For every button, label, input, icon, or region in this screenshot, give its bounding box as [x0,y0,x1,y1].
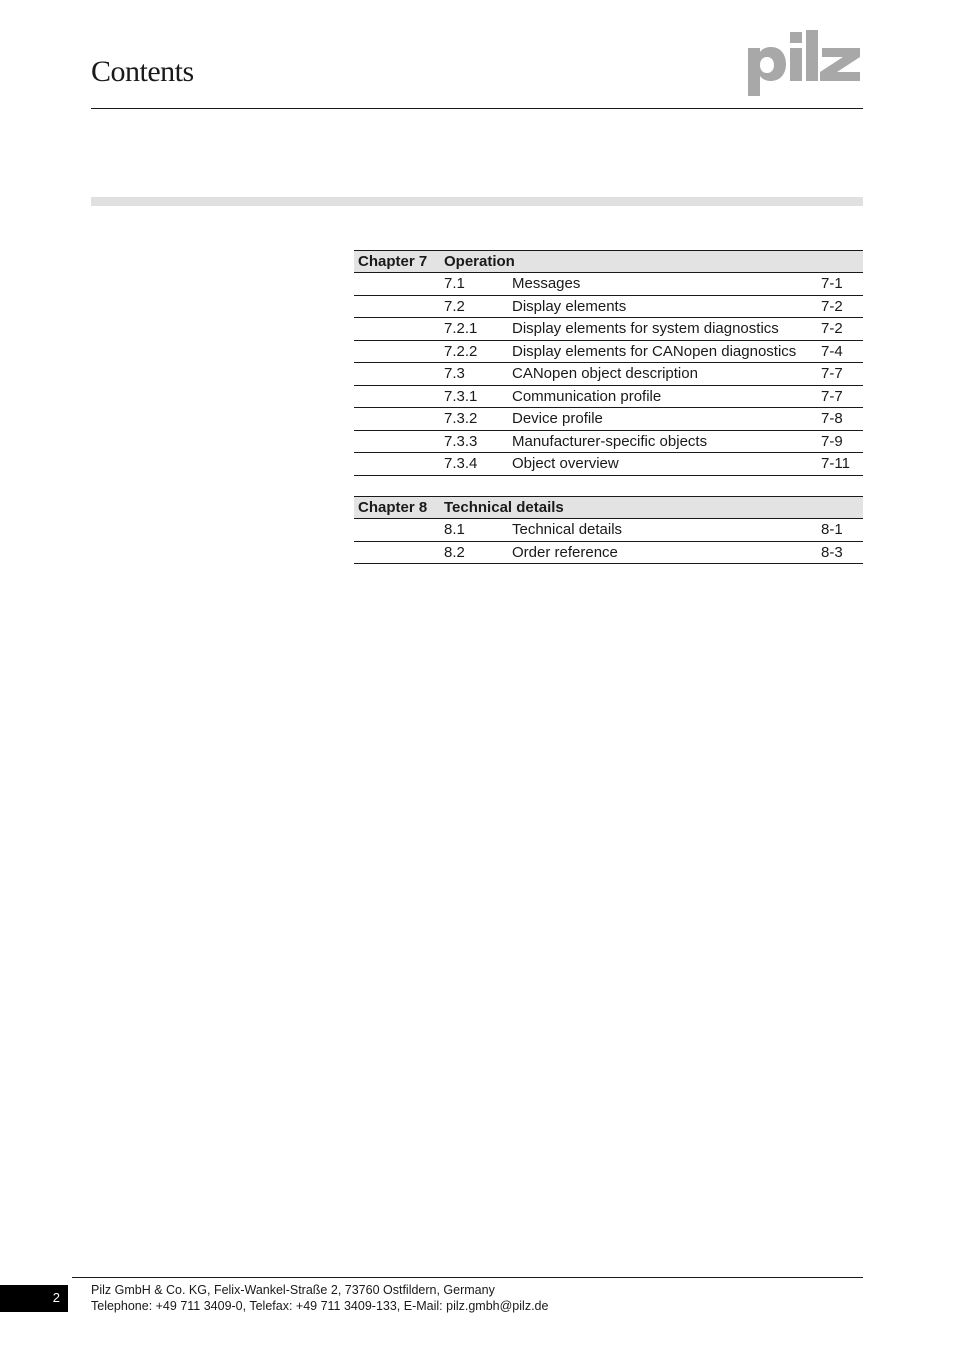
entry-title[interactable]: Messages [512,275,581,292]
entry-number: 7.1 [444,275,465,292]
toc-chapter-8 [354,496,863,564]
entry-page: 7-9 [821,432,843,450]
entry-number: 7.3.4 [444,455,478,472]
entry-title[interactable]: Object overview [512,455,619,472]
entry-number: 7.2.1 [444,320,478,337]
toc-row[interactable] [354,453,863,476]
footer-divider [72,1277,863,1278]
page-title: Contents [91,55,194,88]
section-bar [91,197,863,206]
entry-page: 7-7 [821,387,843,405]
toc-chapter-header [354,496,863,519]
footer-contact: Telephone: +49 711 3409-0, Telefax: +49 711 3409-133, E-Mail: pilz.gmbh@pilz.de [91,1299,549,1313]
entry-title[interactable]: Device profile [512,410,603,427]
entry-page: 7-8 [821,410,843,427]
entry-number: 7.3.1 [444,387,478,405]
toc-row[interactable] [354,542,863,565]
entry-page: 7-1 [821,275,843,292]
chapter-heading[interactable]: Technical details [444,499,564,516]
entry-number: 7.2.2 [444,342,478,360]
header-divider [91,108,863,109]
footer-address: Pilz GmbH & Co. KG, Felix-Wankel-Straße 2, 73760 Ostfildern, Germany [91,1283,495,1297]
entry-title[interactable]: Order reference [512,543,618,561]
entry-title[interactable]: Manufacturer-specific objects [512,432,708,450]
entry-page: 7-4 [821,342,843,360]
entry-title[interactable]: Technical details [512,521,623,538]
page-number: 2 [0,1285,68,1312]
entry-number: 7.3.2 [444,410,478,427]
entry-page: 7-2 [821,320,843,337]
toc-row[interactable] [354,318,863,341]
toc-row[interactable] [354,386,863,409]
toc-row[interactable] [354,408,863,431]
entry-page: 8-3 [821,543,843,561]
entry-number: 8.2 [444,543,465,561]
toc-row[interactable] [354,273,863,296]
entry-number: 7.3 [444,365,465,382]
entry-title[interactable]: Display elements [512,297,627,315]
entry-page: 7-11 [821,455,850,472]
toc-chapter-7 [354,250,863,476]
toc-row[interactable] [354,431,863,454]
chapter-label: Chapter 8 [358,499,428,516]
entry-page: 7-7 [821,365,843,382]
pilz-logo-letters [748,30,860,96]
entry-page: 7-2 [821,297,843,315]
entry-number: 7.2 [444,297,465,315]
footer-text [91,1282,548,1314]
entry-title[interactable]: Display elements for CANopen diagnostics [512,342,797,360]
toc-row[interactable] [354,296,863,319]
toc-row[interactable] [354,519,863,542]
entry-title[interactable]: Communication profile [512,387,662,405]
pilz-logo [746,26,866,96]
entry-page: 8-1 [821,521,843,538]
chapter-heading[interactable]: Operation [444,253,515,270]
entry-title[interactable]: Display elements for system diagnostics [512,320,779,337]
chapter-label: Chapter 7 [358,253,428,270]
entry-number: 8.1 [444,521,465,538]
toc-row[interactable] [354,341,863,364]
toc-chapter-header [354,250,863,273]
entry-number: 7.3.3 [444,432,478,450]
toc-row[interactable] [354,363,863,386]
entry-title[interactable]: CANopen object description [512,365,698,382]
